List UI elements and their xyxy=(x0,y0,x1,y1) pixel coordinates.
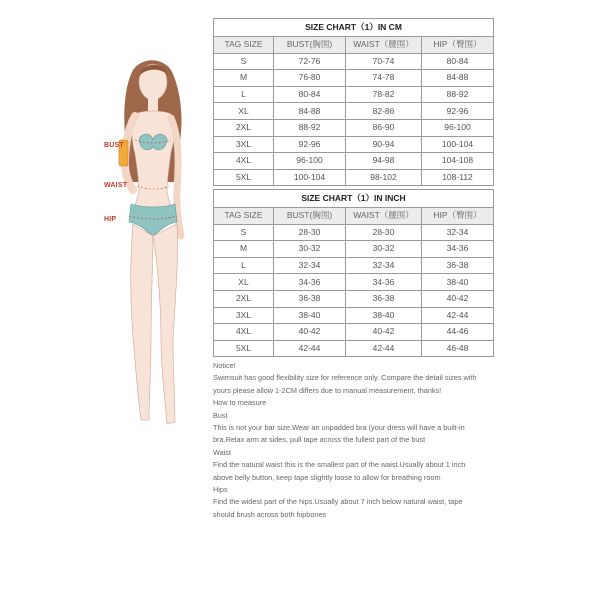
table-row xyxy=(214,169,494,186)
table-row xyxy=(214,324,494,341)
table-cell: 36-38 xyxy=(346,290,422,307)
table-cell: 84-88 xyxy=(422,70,494,87)
note-line: Bust xyxy=(213,410,228,420)
measurement-notes xyxy=(213,360,503,521)
table-row xyxy=(214,224,494,241)
note-line: Waist xyxy=(213,447,231,457)
size-chart-cm-title: SIZE CHART（1）IN CM xyxy=(214,19,494,37)
table-cell: 104-108 xyxy=(422,153,494,170)
table-cell: 3XL xyxy=(214,136,274,153)
table-cell: 34-36 xyxy=(422,241,494,258)
table-cell: 2XL xyxy=(214,119,274,136)
table-cell: 30-32 xyxy=(274,241,346,258)
table-row xyxy=(214,153,494,170)
note-line: should brush across both hipbones xyxy=(213,509,327,519)
note-line: bra.Relax arm at sides, pull tape across the fullest part of the bust xyxy=(213,435,426,445)
table-cell: L xyxy=(214,86,274,103)
table-cell: 100-104 xyxy=(274,169,346,186)
header-waist: WAIST（腰围） xyxy=(346,37,422,54)
table-cell: 40-42 xyxy=(422,290,494,307)
left-leg xyxy=(131,224,153,420)
note-line: Find the natural waist this is the smallest part of the waist.Usually about 1 inch xyxy=(213,460,466,470)
table-cell: 72-76 xyxy=(274,53,346,70)
table-cell: 44-46 xyxy=(422,324,494,341)
table-cell: 42-44 xyxy=(346,340,422,357)
table-cell: 96-100 xyxy=(274,153,346,170)
table-cell: 96-100 xyxy=(422,119,494,136)
header-tag-size: TAG SIZE xyxy=(214,208,274,225)
table-cell: 100-104 xyxy=(422,136,494,153)
table-cell: 40-42 xyxy=(274,324,346,341)
table-cell: 88-92 xyxy=(274,119,346,136)
size-chart-inch xyxy=(213,189,494,357)
table-cell: 36-38 xyxy=(274,290,346,307)
size-chart-cm xyxy=(213,18,494,186)
table-cell: 32-34 xyxy=(422,224,494,241)
table-cell: 38-40 xyxy=(346,307,422,324)
table-cell: 4XL xyxy=(214,153,274,170)
table-row xyxy=(214,274,494,291)
table-cell: 80-84 xyxy=(422,53,494,70)
table-cell: 40-42 xyxy=(346,324,422,341)
table-cell: M xyxy=(214,70,274,87)
header-hip: HIP（臀围） xyxy=(422,37,494,54)
table-cell: 108-112 xyxy=(422,169,494,186)
table-cell: 5XL xyxy=(214,340,274,357)
table-cell: 86-90 xyxy=(346,119,422,136)
table-cell: 34-36 xyxy=(346,274,422,291)
note-line: above belly button, keep tape slightly loose to allow for breathing room xyxy=(213,472,441,482)
waist-label: WAIST xyxy=(104,182,128,189)
table-cell: 46-48 xyxy=(422,340,494,357)
table-cell: L xyxy=(214,257,274,274)
note-line: Notice! xyxy=(213,361,236,370)
table-row xyxy=(214,103,494,120)
table-cell: 98-102 xyxy=(346,169,422,186)
hip-label: HIP xyxy=(104,216,117,223)
table-cell: 78-82 xyxy=(346,86,422,103)
table-cell: 76-80 xyxy=(274,70,346,87)
table-row xyxy=(214,241,494,258)
table-cell: 3XL xyxy=(214,307,274,324)
note-line: Hips xyxy=(213,485,228,495)
header-bust: BUST(胸围) xyxy=(274,37,346,54)
table-cell: XL xyxy=(214,274,274,291)
note-line: Swimsuit has good flexibility size for reference only. Compare the detail sizes with xyxy=(213,373,477,383)
table-cell: 92-96 xyxy=(274,136,346,153)
header-bust: BUST(胸围) xyxy=(274,208,346,225)
table-row xyxy=(214,290,494,307)
table-cell: 80-84 xyxy=(274,86,346,103)
table-cell: 42-44 xyxy=(422,307,494,324)
header-tag-size: TAG SIZE xyxy=(214,37,274,54)
table-cell: 5XL xyxy=(214,169,274,186)
table-cell: 34-36 xyxy=(274,274,346,291)
table-cell: 90-94 xyxy=(346,136,422,153)
table-cell: 82-86 xyxy=(346,103,422,120)
table-cell: 32-34 xyxy=(346,257,422,274)
table-cell: 32-34 xyxy=(274,257,346,274)
note-line: yours please allow 1-2CM differs due to manual measurement, thanks! xyxy=(213,385,442,395)
table-cell: M xyxy=(214,241,274,258)
table-cell: XL xyxy=(214,103,274,120)
model-illustration xyxy=(95,40,205,440)
table-cell: 92-96 xyxy=(422,103,494,120)
table-cell: 38-40 xyxy=(274,307,346,324)
table-cell: 28-30 xyxy=(274,224,346,241)
table-cell: 4XL xyxy=(214,324,274,341)
header-hip: HIP（臀围） xyxy=(422,208,494,225)
table-row xyxy=(214,53,494,70)
table-row xyxy=(214,307,494,324)
table-cell: 42-44 xyxy=(274,340,346,357)
note-line: This is not your bar size.Wear an unpadded bra (your dress will have a built-in xyxy=(213,423,465,433)
table-row xyxy=(214,136,494,153)
table-cell: 38-40 xyxy=(422,274,494,291)
table-cell: 2XL xyxy=(214,290,274,307)
bust-label: BUST xyxy=(104,142,124,149)
table-row xyxy=(214,340,494,357)
table-cell: 30-32 xyxy=(346,241,422,258)
table-cell: 84-88 xyxy=(274,103,346,120)
table-cell: 28-30 xyxy=(346,224,422,241)
table-row xyxy=(214,119,494,136)
table-row xyxy=(214,86,494,103)
table-cell: 88-92 xyxy=(422,86,494,103)
table-cell: 36-38 xyxy=(422,257,494,274)
table-cell: 70-74 xyxy=(346,53,422,70)
header-waist: WAIST（腰围） xyxy=(346,208,422,225)
table-cell: S xyxy=(214,53,274,70)
note-line: How to measure xyxy=(213,398,267,408)
table-row xyxy=(214,257,494,274)
size-chart-inch-title: SIZE CHART（1）IN INCH xyxy=(214,190,494,208)
note-line: Find the widest part of the hips.Usually about 7 inch below natural waist, tape xyxy=(213,497,463,507)
table-cell: 94-98 xyxy=(346,153,422,170)
table-cell: 74-78 xyxy=(346,70,422,87)
right-leg xyxy=(153,224,178,424)
table-row xyxy=(214,70,494,87)
torso xyxy=(131,111,175,222)
table-cell: S xyxy=(214,224,274,241)
